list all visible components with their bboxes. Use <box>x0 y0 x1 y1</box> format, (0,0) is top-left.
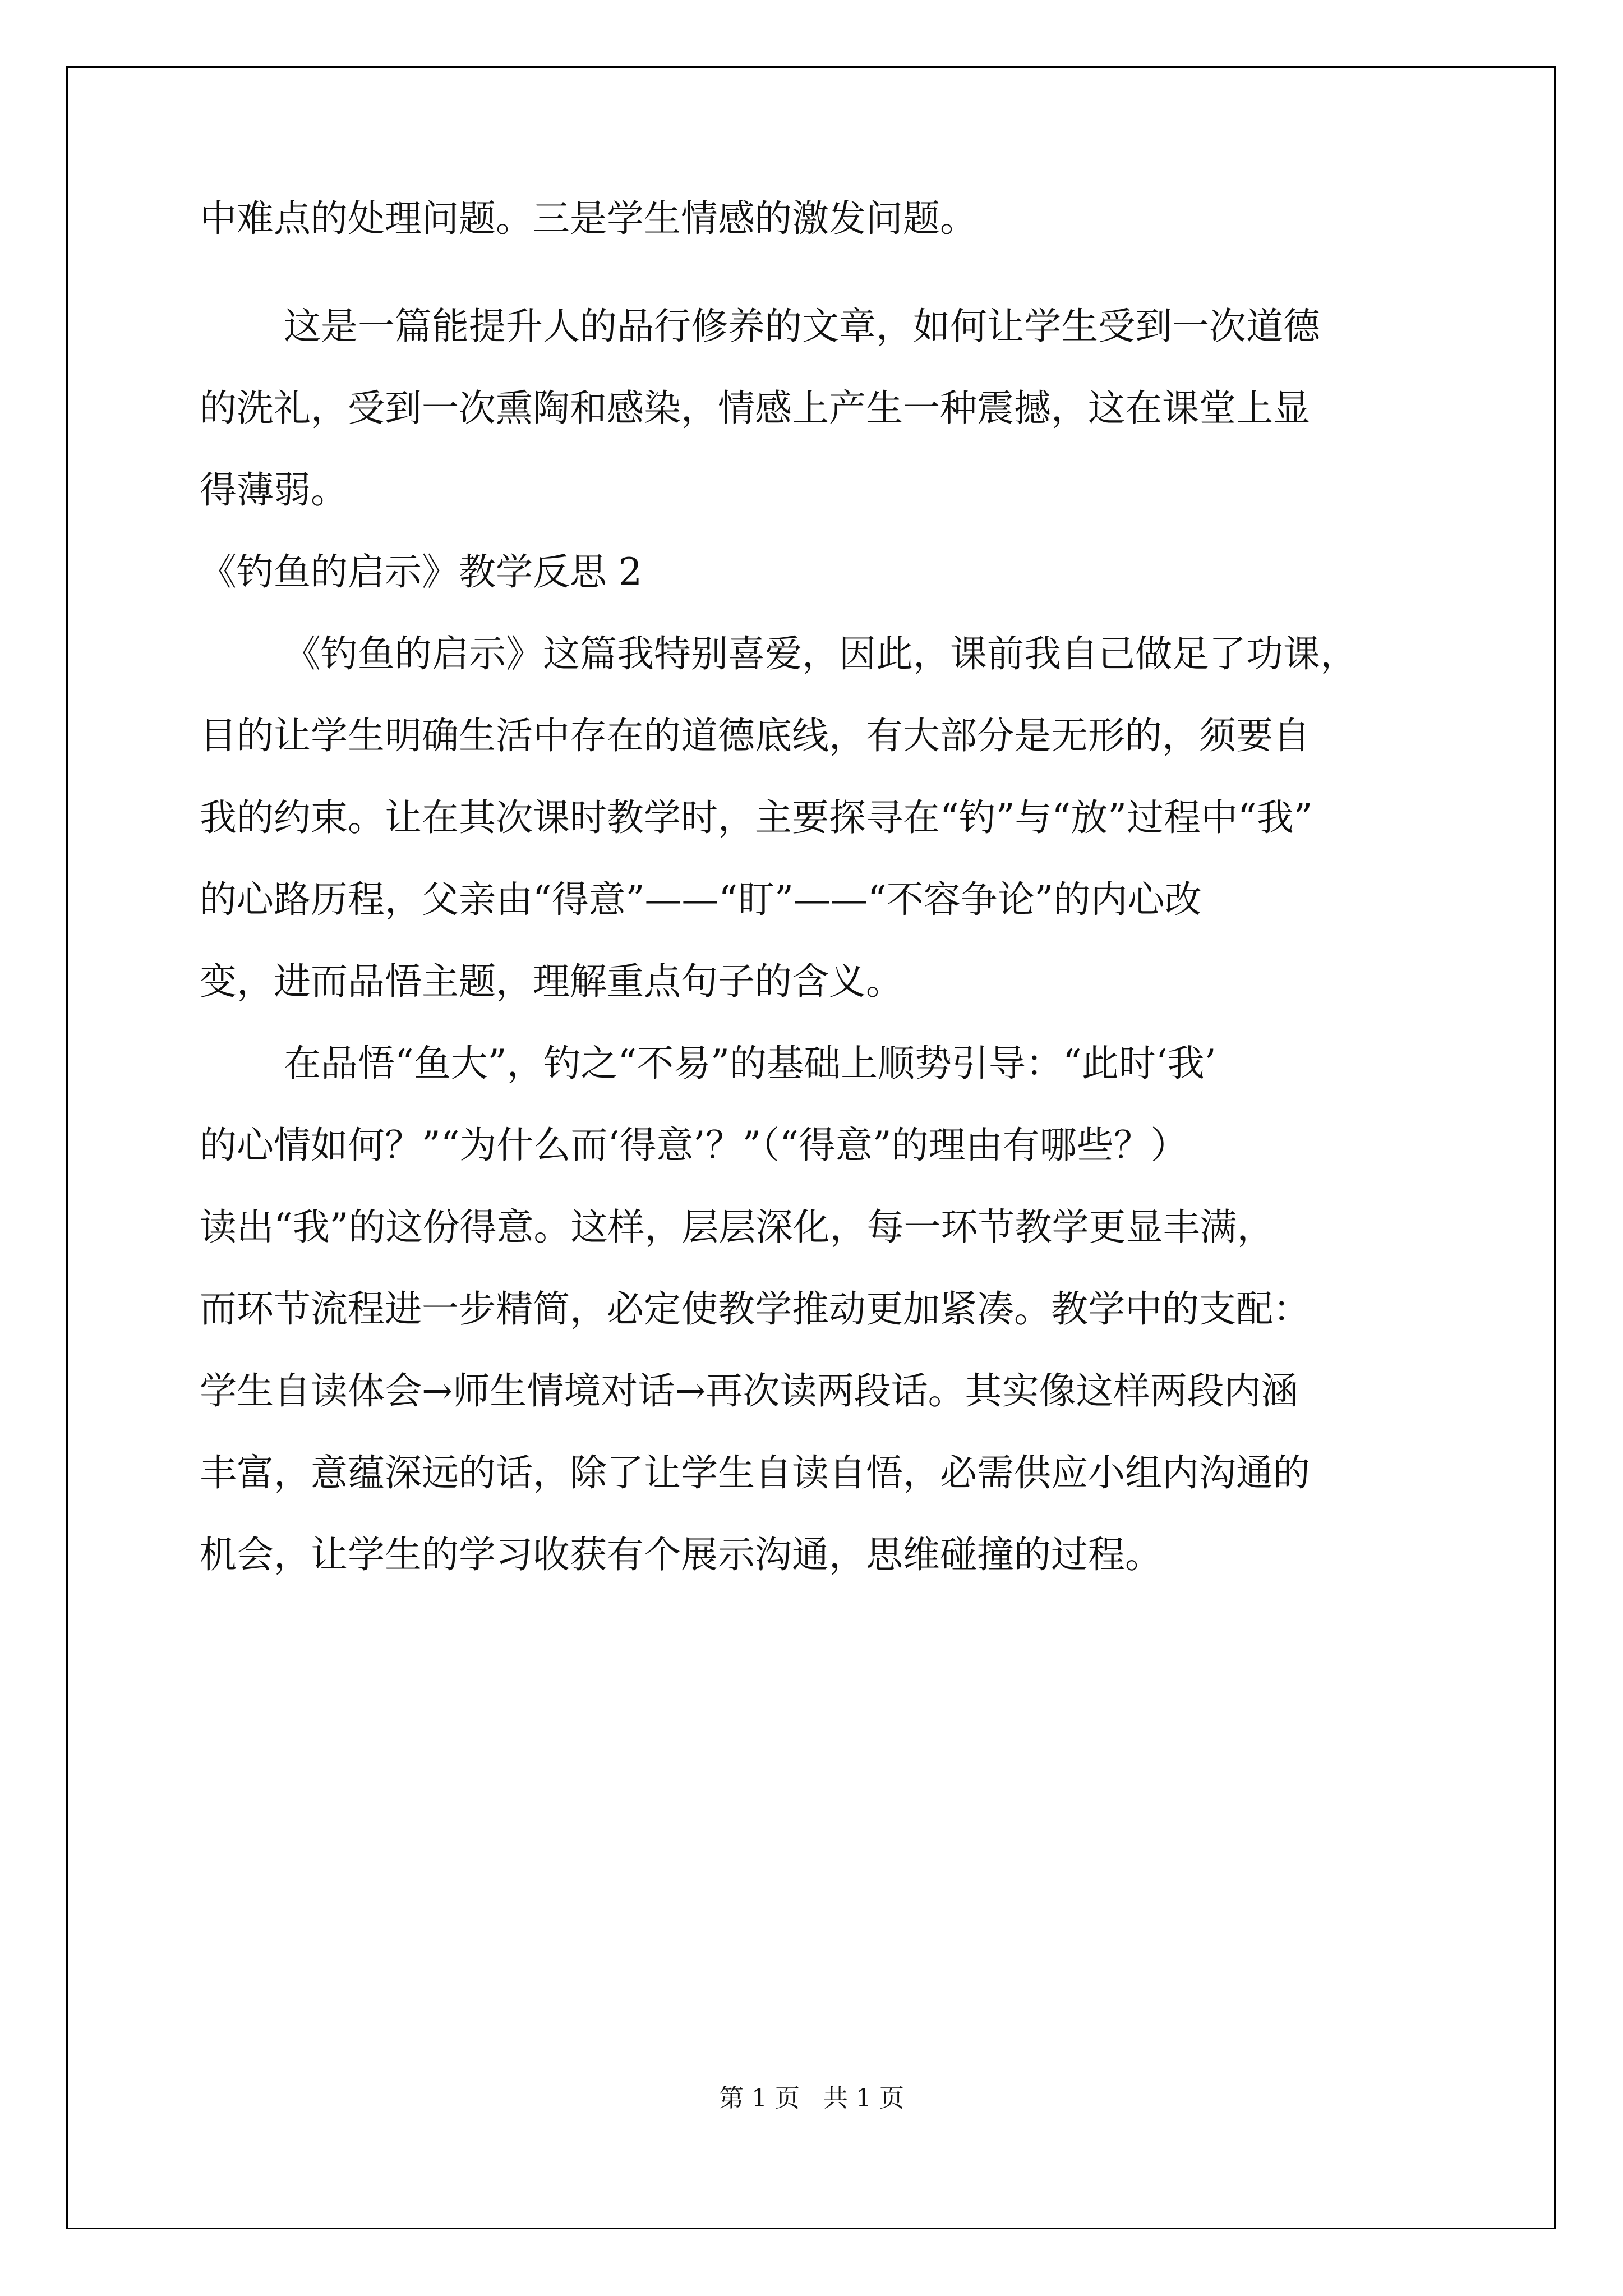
paragraph-line: 的洗礼，受到一次熏陶和感染，情感上产生一种震撼，这在课堂上显 <box>200 386 1310 430</box>
paragraph-line: 读出“我”的这份得意。这样，层层深化，每一环节教学更显丰满， <box>200 1205 1274 1249</box>
paragraph-line: 的心情如何？”“为什么而‘得意’？”（“得意”的理由有哪些？） <box>200 1124 1188 1167</box>
paragraph-line: 我的约束。让在其次课时教学时，主要探寻在“钓”与“放”过程中“我” <box>200 796 1313 839</box>
paragraph-line: 在品悟“鱼大”，钓之“不易”的基础上顺势引导：“此时‘我’ <box>284 1042 1216 1085</box>
page-number-footer: 第 1 页 共 1 页 <box>719 2084 904 2113</box>
paragraph-line: 的心路历程，父亲由“得意”——“盯”——“不容争论”的内心改 <box>200 878 1202 921</box>
paragraph-line: 变，进而品悟主题，理解重点句子的含义。 <box>200 960 903 1003</box>
paragraph-line: 丰富，意蕴深远的话，除了让学生自读自悟，必需供应小组内沟通的 <box>200 1451 1310 1494</box>
paragraph-line: 得薄弱。 <box>200 468 348 512</box>
paragraph-line: 目的让学生明确生活中存在的道德底线，有大部分是无形的，须要自 <box>200 714 1310 757</box>
section-heading: 《钓鱼的启示》教学反思 2 <box>200 550 642 593</box>
paragraph-line: 这是一篇能提升人的品行修养的文章，如何让学生受到一次道德 <box>284 305 1320 348</box>
paragraph-line: 而环节流程进一步精简，必定使教学推动更加紧凑。教学中的支配： <box>200 1287 1310 1331</box>
paragraph-line: 中难点的处理问题。三是学生情感的激发问题。 <box>200 197 977 240</box>
paragraph-line: 《钓鱼的启示》这篇我特别喜爱，因此，课前我自己做足了功课， <box>284 632 1357 675</box>
paragraph-line: 学生自读体会→师生情境对话→再次读两段话。其实像这样两段内涵 <box>200 1369 1298 1412</box>
paragraph-line: 机会，让学生的学习收获有个展示沟通，思维碰撞的过程。 <box>200 1533 1162 1576</box>
